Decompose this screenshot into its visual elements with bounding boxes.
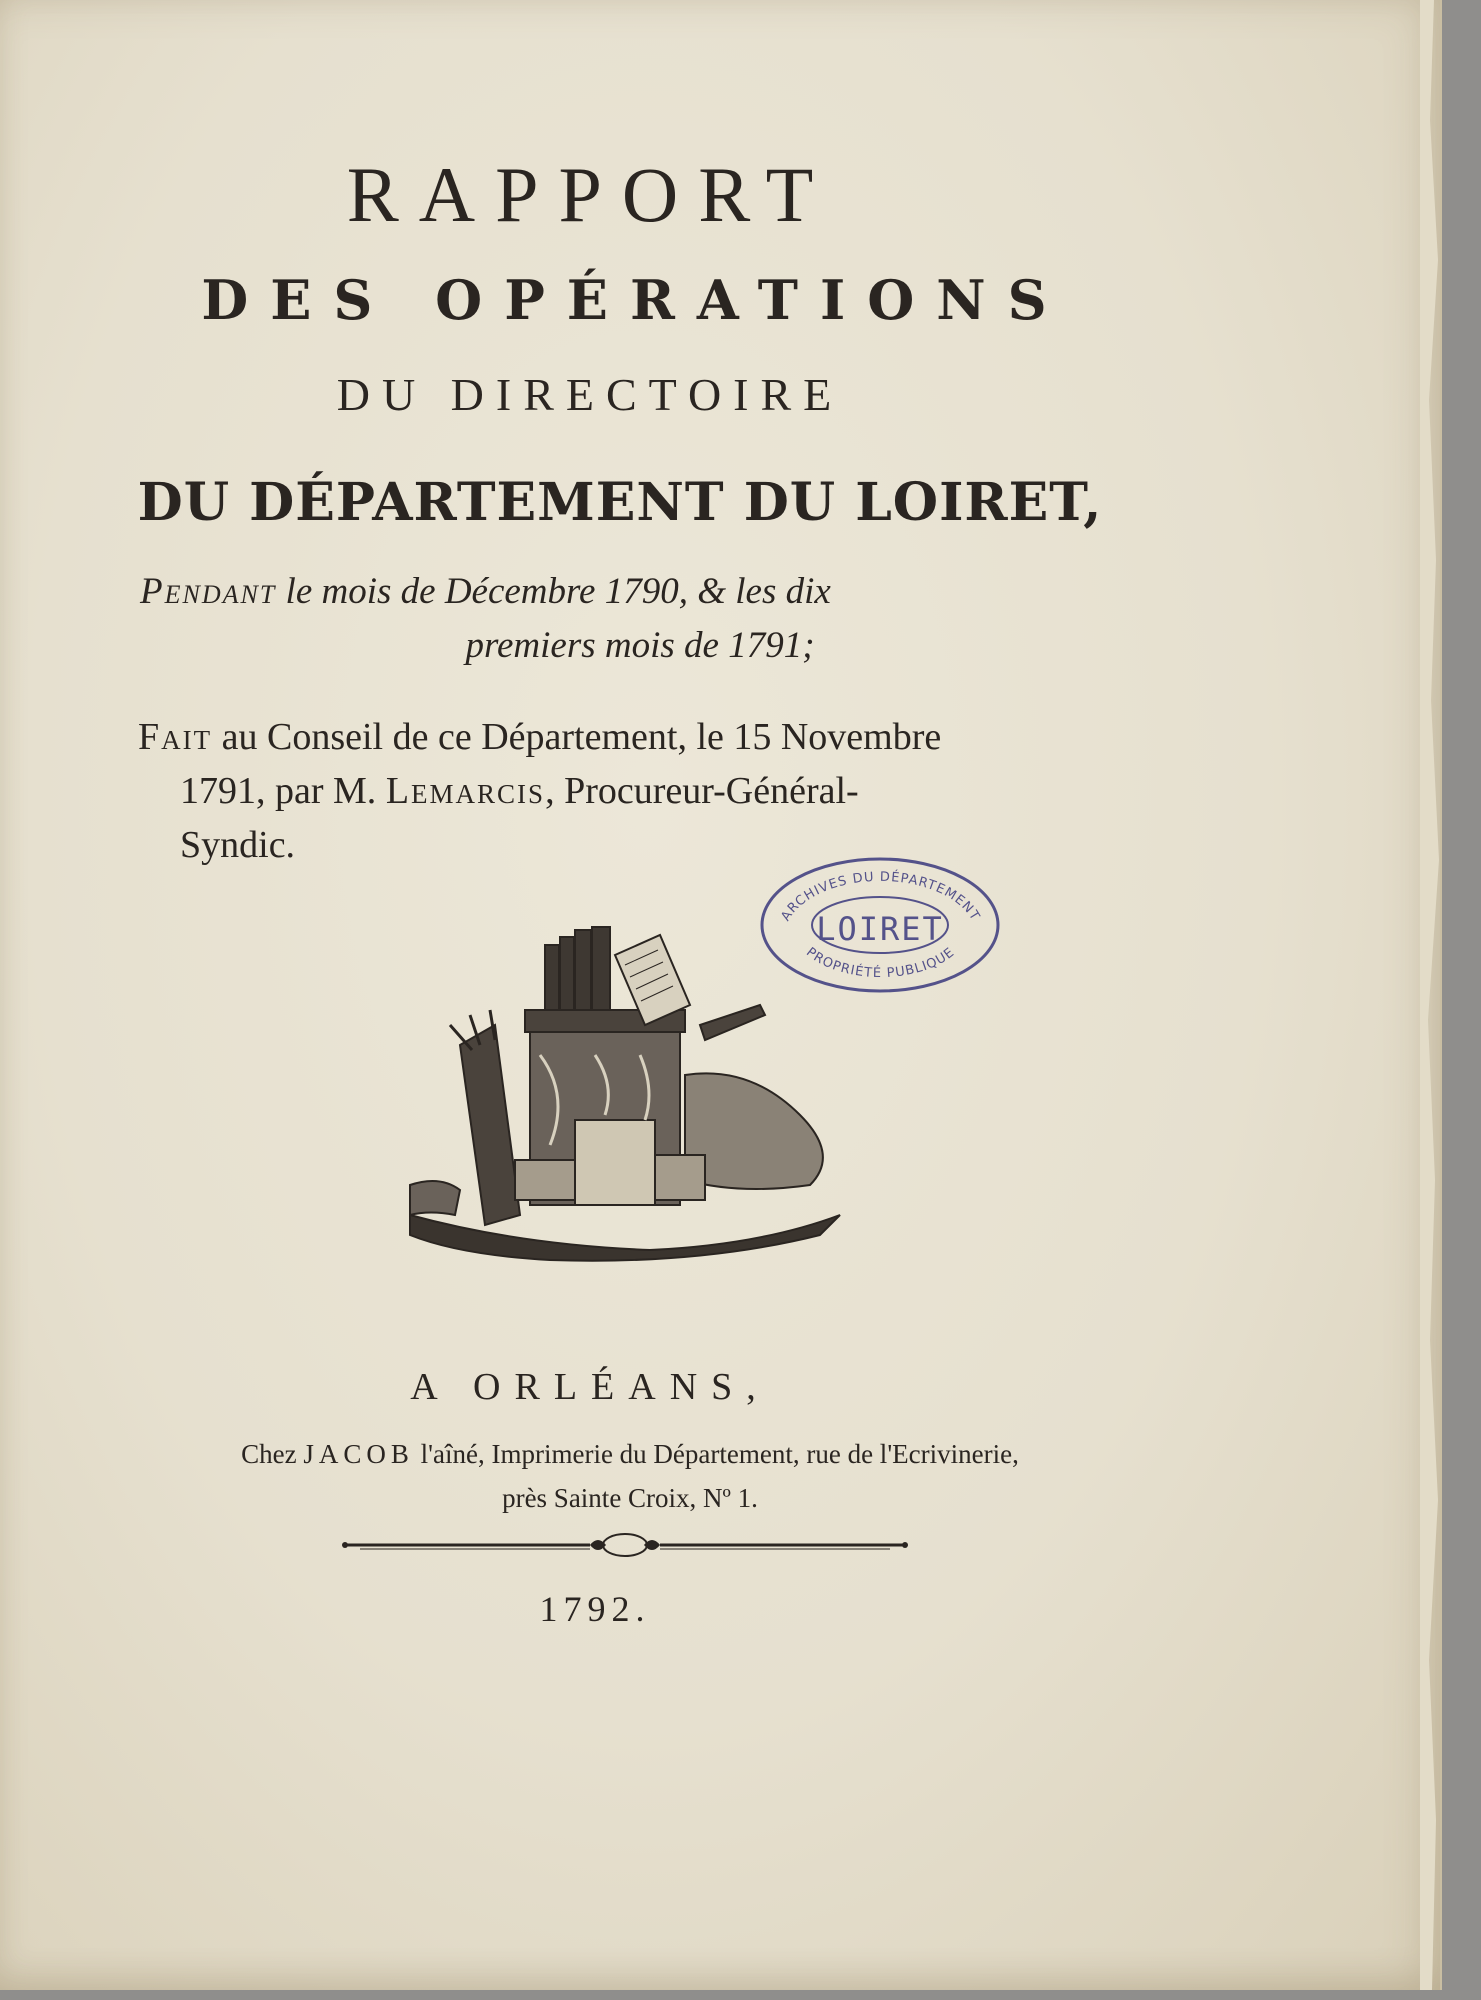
made-line3: Syndic. [180, 824, 296, 866]
title-des-operations: DES OPÉRATIONS [201, 268, 1069, 332]
ornamental-rule [340, 1530, 910, 1560]
imprint-printer [140, 1432, 1120, 1520]
imprint-year: 1792. [539, 1589, 651, 1629]
title-departement: DU DÉPARTEMENT DU LOIRET, [137, 472, 1103, 533]
period-line1: le mois de Décembre 1790, & les dix [276, 571, 831, 612]
made-line1: Fait au Conseil de ce Département, le 15 Novembre [138, 716, 942, 758]
printer-name: JACOB [303, 1439, 414, 1469]
books-engraving [400, 915, 850, 1275]
made-line2: 1791, par M. Lemarcis, Procureur-Général- [180, 770, 859, 812]
stamp-bottom-text: PROPRIÉTÉ PUBLIQUE [803, 944, 958, 982]
stamp-top-text: ARCHIVES DU DÉPARTEMENT [778, 869, 983, 924]
title-rapport: RAPPORT [346, 151, 834, 238]
made-lead: Fait [138, 716, 213, 758]
title-du-directoire: DU DIRECTOIRE [336, 369, 844, 420]
stamp-center-text: LOIRET [816, 910, 944, 948]
imprint-line2: près Sainte Croix, Nº 1. [502, 1483, 758, 1513]
period-paragraph [140, 565, 1140, 673]
imprint-line1: Chez JACOB l'aîné, Imprimerie du Département, rue de l'Ecrivinerie, [241, 1439, 1019, 1469]
period-lead: Pendant [140, 571, 277, 612]
author-name: Lemarcis [385, 770, 546, 812]
made-paragraph [138, 710, 1138, 872]
imprint-place: A ORLÉANS, [410, 1366, 770, 1408]
period-line2: premiers mois de 1791; [465, 625, 815, 666]
